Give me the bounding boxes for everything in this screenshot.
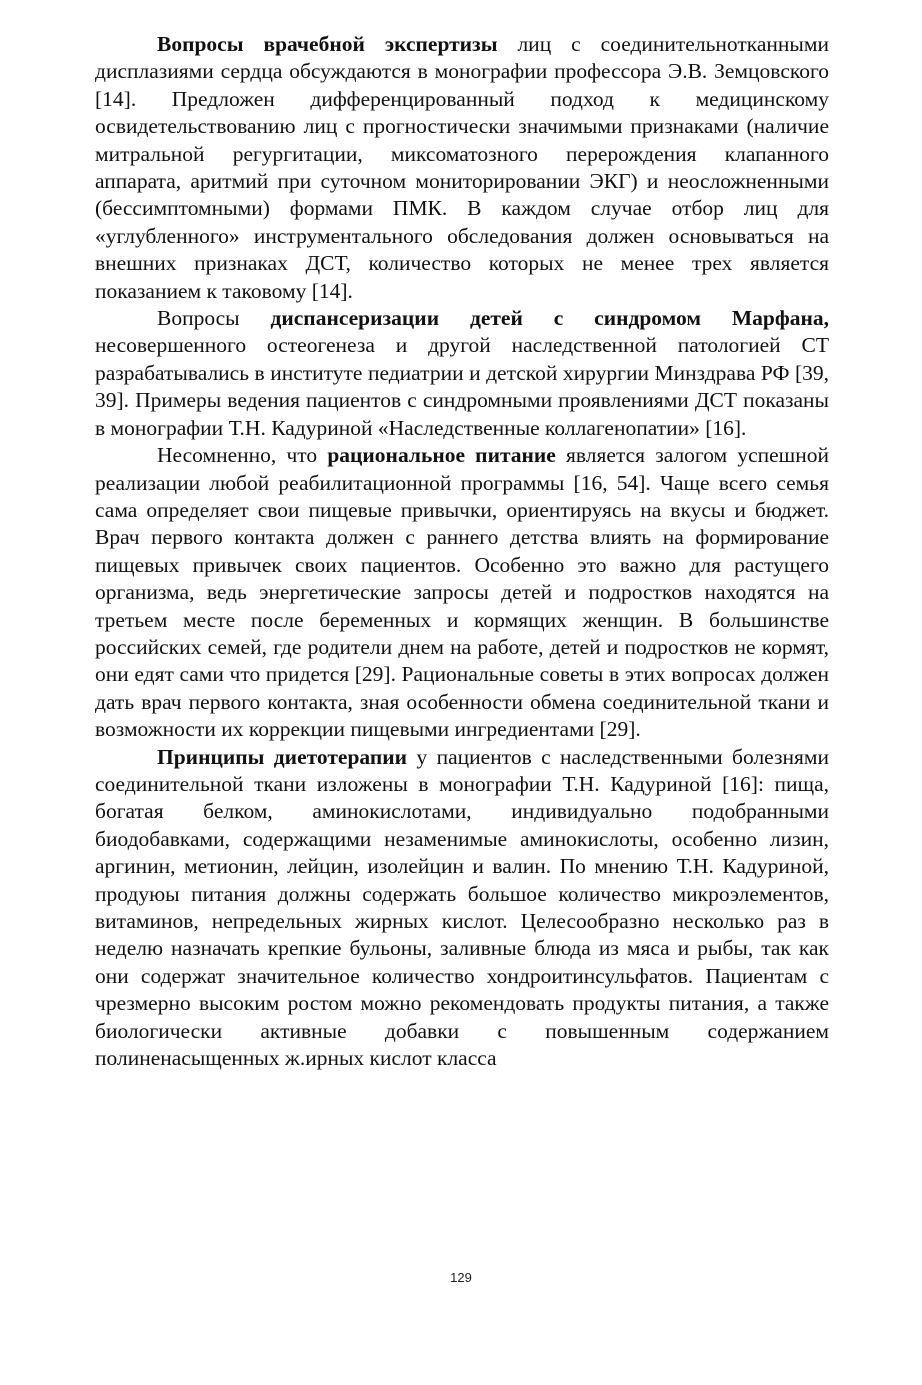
paragraph-lead-text: Вопросы <box>157 306 271 331</box>
paragraph-lead-text: Несомненно, что <box>157 443 328 468</box>
body-text <box>95 31 829 1072</box>
paragraph-dispensary-care <box>95 305 829 442</box>
bold-phrase-diet-therapy: Принципы диетотерапии <box>157 744 408 769</box>
bold-phrase-rational-nutrition: рациональное питание <box>327 443 556 468</box>
paragraph-medical-expertise <box>95 31 829 305</box>
paragraph-text: у пациентов с наследственными болезнями соединительной ткани изложены в монографии Т.Н. Кадуриной [16]: пища, богатая белком, аминокислотами, индивидуально подобранными биодобавками, содержащими незаменимые аминокислоты, особенно лизин, аргинин, метионин, лейцин, изолейцин и валин. По мнению Т.Н. Кадуриной, продуюы питания должны содержать большое количество микроэлементов, витаминов, непредельных жирных кислот. Целесообразно несколько раз в неделю назначать крепкие бульоны, заливные блюда из мяса и рыбы, так как они содержат значительное количество хондроитинсульфатов. Пациентам с чрезмерно высоким ростом можно рекомендовать продукты питания, а также биологически активные добавки с повышенным содержанием полиненасыщенных ж.ирных кислот класса <box>95 744 829 1071</box>
paragraph-rational-nutrition <box>95 442 829 743</box>
paragraph-text: несовершенного остеогенеза и другой наследственной патологией СТ разрабатывались в институте педиатрии и детской хирургии Минздрава РФ [39, 39]. Примеры ведения пациентов с синдромными проявлениями ДСТ показаны в монографии Т.Н. Кадуриной «Наследственные коллагенопатии» [16]. <box>95 333 829 440</box>
paragraph-diet-therapy <box>95 744 829 1073</box>
bold-phrase-marfan-dispensary: диспансеризации детей с синдромом Марфана, <box>270 306 829 331</box>
paragraph-text: лиц с соединительнотканными дисплазиями сердца обсуждаются в монографии профессора Э.В. Земцовского [14]. Предложен дифференцированный подход к медицинскому освидетельствованию лиц с прогностически значимыми признаками (наличие митральной регургитации, миксоматозного перерождения клапанного аппарата, аритмий при суточном мониторировании ЭКГ) и неосложненными (бессимптомными) формами ПМК. В каждом случае отбор лиц для «углубленного» инструментального обследования должен основываться на внешних признаках ДСТ, количество которых не менее трех является показанием к таковому [14]. <box>95 32 829 303</box>
paragraph-text: является залогом успешной реализации любой реабилитационной программы [16, 54]. Чаще всего семья сама определяет свои пищевые привычки, ориентируясь на вкусы и бюджет. Врач первого контакта должен с раннего детства влиять на формирование пищевых привычек своих пациентов. Особенно это важно для растущего организма, ведь энергетические запросы детей и подростков находятся на третьем месте после беременных и кормящих женщин. В большинстве российских семей, где родители днем на работе, детей и подростков не кормят, они едят сами что придется [29]. Рациональные советы в этих вопросах должен дать врач первого контакта, зная особенности обмена соединительной ткани и возможности их коррекции пищевыми ингредиентами [29]. <box>95 443 829 742</box>
page-number: 129 <box>450 1270 472 1285</box>
bold-phrase-medical-expertise: Вопросы врачебной экспертизы <box>157 32 498 56</box>
